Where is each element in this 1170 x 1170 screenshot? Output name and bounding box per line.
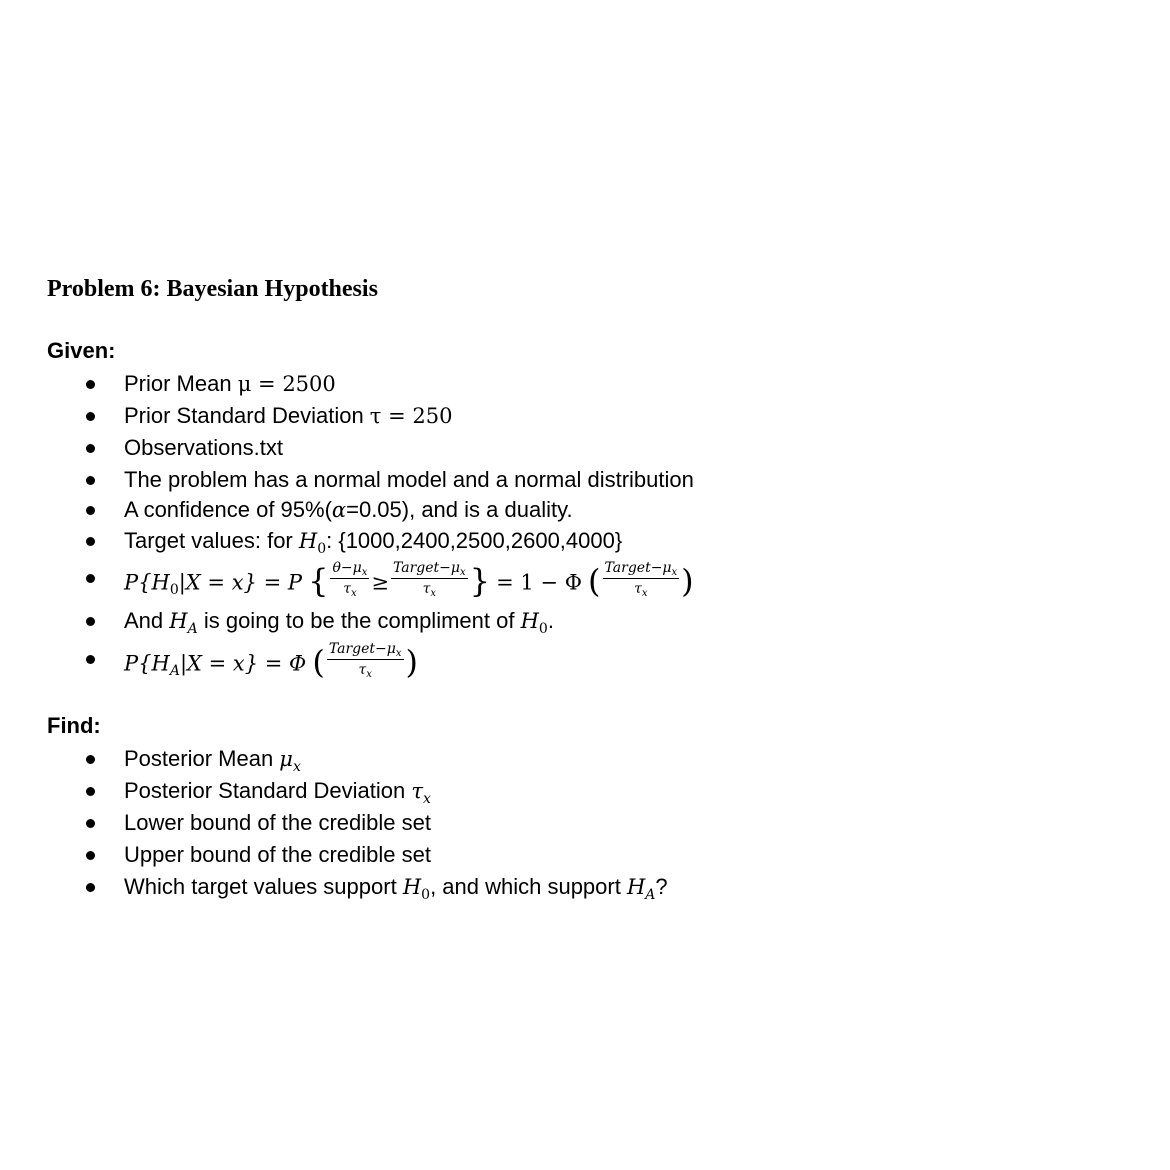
given-heading: Given: — [47, 338, 116, 363]
bullet-icon — [86, 655, 95, 664]
prior-mean-math: μ = 2500 — [237, 372, 336, 396]
bullet-icon — [86, 819, 95, 828]
find-heading: Find: — [47, 713, 101, 738]
confidence-text-before: A confidence of 95%( — [124, 497, 332, 522]
observations-text: Observations.txt — [124, 435, 283, 460]
fraction: $\frac{\theta-\mu_x}{\tau_x}$ — [332, 560, 368, 599]
prior-sd-label: Prior Standard Deviation — [124, 403, 370, 428]
bullet-icon — [86, 574, 95, 583]
bullet-icon — [86, 537, 95, 546]
prior-sd-math: τ = 250 — [369, 404, 453, 428]
problem-title: Problem 6: Bayesian Hypothesis — [47, 276, 378, 302]
fraction: $\frac{Target-\mu_x}{\tau_x}$ — [328, 641, 402, 680]
alpha-symbol: α — [331, 498, 347, 522]
bullet-icon — [86, 412, 95, 421]
bullet-icon — [86, 617, 95, 626]
bullet-icon — [86, 444, 95, 453]
fraction: $\frac{Target-\mu_x}{\tau_x}$ — [604, 560, 678, 599]
targets-text-after: : {1000,2400,2500,2600,4000} — [326, 528, 623, 553]
prior-mean-label: Prior Mean — [124, 371, 238, 396]
bullet-icon — [86, 506, 95, 515]
fraction: $\frac{Target-\mu_x}{\tau_x}$ — [393, 560, 466, 599]
model-text: The problem has a normal model and a normal distribution — [124, 467, 694, 492]
bullet-icon — [86, 787, 95, 796]
bullet-icon — [86, 755, 95, 764]
bullet-icon — [86, 476, 95, 485]
bullet-icon — [86, 883, 95, 892]
pha-formula: $P\{H_A|X = x\} = \Phi$ ( $\frac{Target-\mu_x}{\tau_x}$ ) — [124, 641, 419, 681]
document-page: Problem 6: Bayesian Hypothesis Given: Prior Mean μ = 2500 Prior Standard Deviation τ = 250 Observations.txt The problem has a normal model and a normal distribution A confidence of 95%(α=0.05), and is a duality. Target values: for $H_0$: {1000,2400,2500,2600,4000} $P\{H_0|X = x\} = P$ { $\frac{\theta-\mu_x}{\tau_x}$ ≥ $\frac{Target-\mu_x}{\tau_x}$ } = 1 − Φ ( $\frac{Target-\mu_x}{\tau_x}$ ) And $H_A$ is going to be the compliment of $H_0$. $P\{H_A|X = x\} = \Phi$ ( $\frac{Target-\mu_x}{\tau_x}$ ) Find: Posterior Mean $\mu_x$ Posterior Standard Deviation $\tau_x$ Lower bound of the credible set Upper bound of the credible set Which target values support $H_0$, and which support $H_A$? — [47, 276, 694, 903]
ph0-formula: $P\{H_0|X = x\} = P$ { $\frac{\theta-\mu_x}{\tau_x}$ ≥ $\frac{Target-\mu_x}{\tau_x}$ } = 1 − Φ ( $\frac{Target-\mu_x}{\tau_x}$ ) — [124, 560, 694, 600]
bullet-icon — [86, 380, 95, 389]
h0-symbol: H — [298, 529, 318, 553]
confidence-text-after: =0.05), and is a duality. — [346, 497, 573, 522]
bullet-icon — [86, 851, 95, 860]
h0-subscript: 0 — [317, 541, 327, 557]
targets-text-before: Target values: for — [124, 528, 299, 553]
